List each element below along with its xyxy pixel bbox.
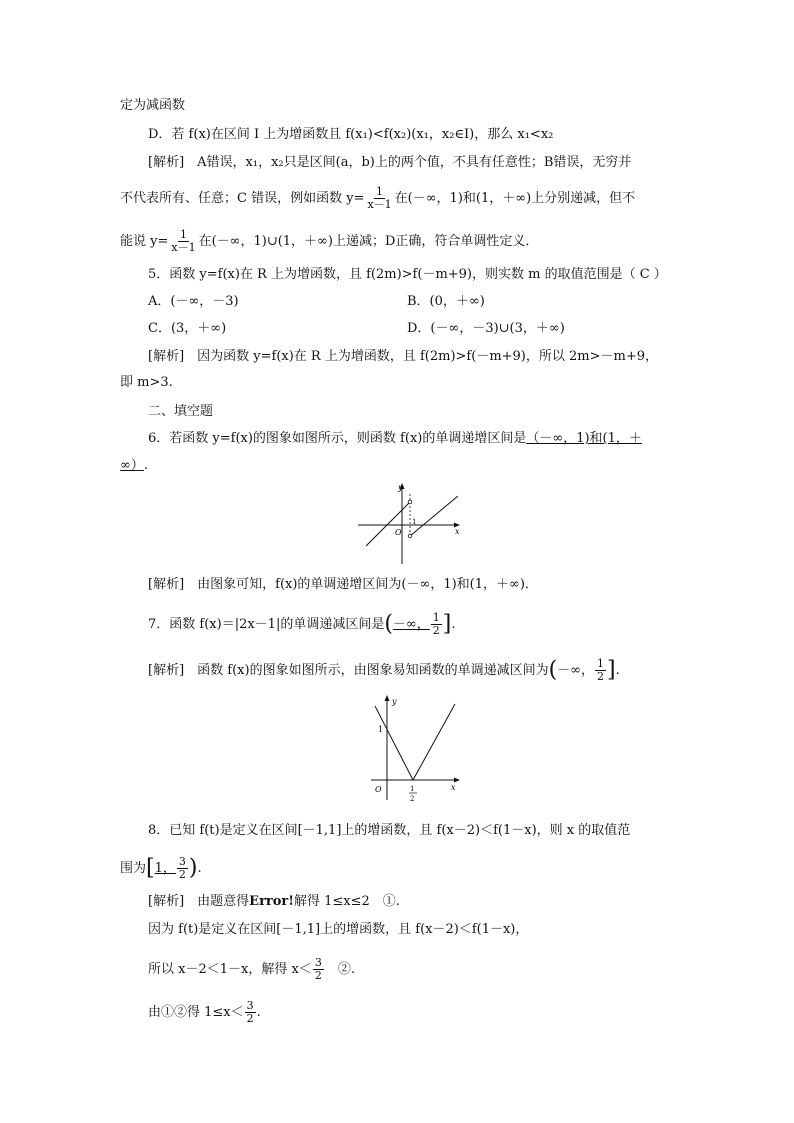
option-d: D．若 f(x)在区间 I 上为增函数且 f(x₁)<f(x₂)(x₁，x₂∈I)，那么 x₁<x₂ (148, 127, 554, 142)
fraction-three-half: $\frac{3}{2}$ (178, 855, 186, 881)
fraction-three-half: $\frac{3}{2}$ (314, 956, 322, 982)
y-label: y (392, 697, 397, 706)
analysis-5-line2: 即 m>3. (120, 375, 173, 390)
q8-answer: 1， $\frac{3}{2}$ (154, 855, 186, 881)
y-label: y (398, 483, 403, 492)
increasing-branch-line (413, 704, 455, 780)
q7-answer: －∞， $\frac{1}{2}$ (392, 611, 440, 637)
section-fill-in-heading: 二、填空题 (148, 404, 214, 419)
question-6-cont: ∞）. (120, 458, 148, 473)
open-point-bottom (408, 534, 412, 538)
fraction-half: $\frac{1}{2}$ (432, 611, 440, 637)
analysis-8-line2: 因为 f(t)是定义在区间[－1,1]上的增函数，且 f(x－2)＜f(1－x)， (148, 922, 529, 937)
right-branch-line (410, 496, 458, 536)
x-label: x (455, 527, 460, 536)
q5-option-a: A．(－∞，－3) (148, 294, 239, 309)
fraction-1-over-x-minus-1: $\frac{1}{x-1}$ (171, 228, 196, 254)
analysis-4-line1: [解析] A错误，x₁，x₂只是区间(a，b)上的两个值，不具有任意性；B错误，无穷并 (148, 155, 632, 170)
graph-q7 (365, 692, 463, 806)
analysis-8-line1: [解析] 由题意得Error!解得 1≤x≤2 ①. (148, 894, 400, 909)
q6-answer-cont: ∞） (120, 458, 144, 473)
q5-option-c: C．(3，＋∞) (148, 321, 227, 336)
graph-q6 (358, 480, 464, 566)
decreasing-branch-line (375, 706, 413, 780)
origin-label: O (395, 528, 402, 537)
q5-option-b: B．(0，＋∞) (407, 294, 485, 309)
fraction-1-over-x-minus-1: $\frac{1}{x-1}$ (367, 185, 392, 211)
question-5: 5．函数 y=f(x)在 R 上为增函数，且 f(2m)>f(－m+9)，则实数 m 的取值范围是（ C ） (148, 267, 667, 282)
tick-half-num: 1 (410, 785, 415, 793)
q6-answer: （－∞，1)和(1，＋ (526, 431, 642, 446)
line-prev-option-end: 定为减函数 (120, 98, 186, 113)
question-8: 8．已知 f(t)是定义在区间[－1,1]上的增函数，且 f(x－2)＜f(1－x)，则 x 的取值范 (148, 823, 631, 838)
analysis-4-line3: 能说 y= $\frac{1}{x-1}$ 在(－∞，1)∪(1，＋∞)上递减；D正确，符合单调性定义． (120, 228, 539, 254)
origin-label: O (375, 785, 382, 794)
y-axis-arrow-icon (385, 695, 390, 701)
analysis-7: [解析] 函数 f(x)的图象如图所示，由图象易知函数的单调递减区间为(－∞， $\frac{1}{2}$ ]. (148, 657, 620, 683)
analysis-8-line4: 由①②得 1≤x＜ $\frac{3}{2}$ . (148, 999, 261, 1025)
question-6: 6．若函数 y=f(x)的图象如图所示，则函数 f(x)的单调递增区间是（－∞，1)和(1，＋ (148, 431, 642, 446)
analysis-4-line2: 不代表所有、任意；C 错误，例如函数 y= $\frac{1}{x-1}$ 在(－∞，1)和(1，＋∞)上分别递减，但不 (120, 185, 636, 211)
tick-label-1: 1 (412, 518, 417, 526)
tick-half-den: 2 (410, 795, 415, 803)
open-point-top (408, 500, 412, 504)
error-text: Error! (249, 894, 294, 909)
fraction-half: $\frac{1}{2}$ (597, 657, 605, 683)
question-7: 7．函数 f(x)＝|2x－1|的单调递减区间是(－∞， $\frac{1}{2}$ ]. (148, 611, 456, 637)
x-label: x (451, 783, 456, 792)
question-8-cont: 围为[1， $\frac{3}{2}$ ). (120, 855, 202, 881)
q5-option-d: D．(－∞，－3)∪(3，＋∞) (407, 321, 565, 336)
analysis-5-line1: [解析] 因为函数 y=f(x)在 R 上为增函数，且 f(2m)>f(－m+9)，所以 2m>－m+9， (148, 349, 658, 364)
tick-label-1: 1 (378, 725, 384, 734)
left-branch-line (366, 502, 410, 546)
analysis-8-line3: 所以 x－2＜1－x，解得 x＜ $\frac{3}{2}$ ②. (148, 956, 355, 982)
fraction-three-half: $\frac{3}{2}$ (246, 999, 254, 1025)
analysis-6: [解析] 由图象可知，f(x)的单调递增区间为(－∞，1)和(1，＋∞)． (148, 577, 538, 592)
x-axis-arrow-icon (454, 778, 460, 783)
